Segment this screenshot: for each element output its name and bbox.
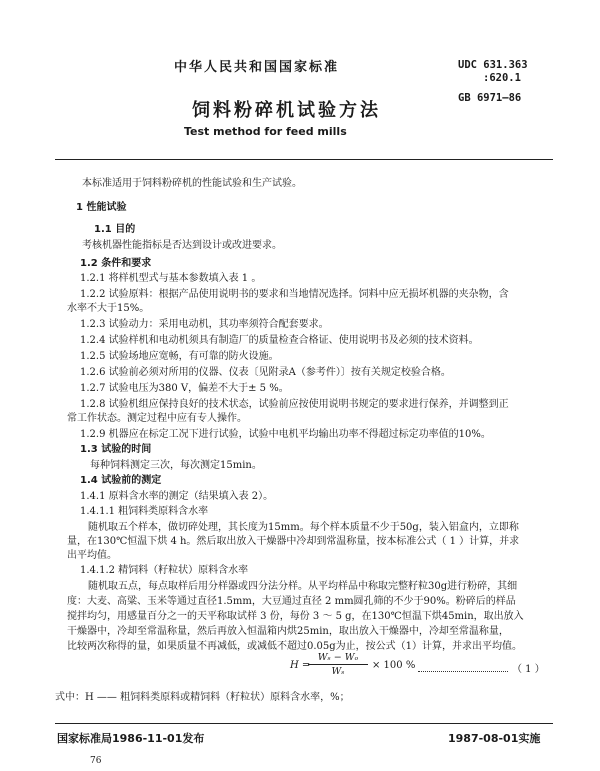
formula-numerator: Wₛ − Wₒ — [308, 652, 368, 665]
paragraph: 每种饲料测定三次，每次测定15min。 — [90, 460, 262, 471]
header-divider — [55, 159, 553, 160]
formula-lhs: H = — [290, 660, 311, 671]
paragraph: 随机取五点，每点取样后用分样器或四分法分样。从平均样品中称取完整籽粒30g进行粉碎，其细 — [88, 581, 518, 592]
formula-multiplier: × 100 % — [372, 660, 416, 671]
clause: 1.2.4 试验样机和电动机须具有制造厂的质量检查合格证、使用说明书及必须的技术资料。 — [80, 335, 479, 346]
paragraph-line: 干燥器中，冷却至常温称量，然后再放入恒温箱内烘25min，取出放入干燥器中，冷却至常温称量， — [67, 626, 509, 637]
clause: 1.2.2 试验原料：根据产品使用说明书的要求和当地情况选择。饲料中应无损坏机器的夹杂物，含 — [80, 289, 509, 300]
clause-heading: 1.4.1.1 粗饲料类原料含水率 — [80, 506, 209, 517]
subsection-heading: 1.3 试验的时间 — [80, 444, 152, 455]
clause: 1.2.3 试验动力：采用电动机，其功率须符合配套要求。 — [80, 319, 329, 330]
udc-code-sub: :620.1 — [483, 72, 521, 84]
paragraph-line: 量，在130℃恒温下烘 4 h。然后取出放入干燥器中冷却到常温称量，按本标准公式（ 1 ）计算，并求 — [67, 536, 520, 547]
formula-fraction — [308, 652, 368, 677]
clause-continued: 常工作状态。测定过程中应有专人操作。 — [67, 413, 247, 424]
subsection-heading: 1.4 试验前的测定 — [80, 475, 162, 486]
clause: 1.2.1 将样机型式与基本参数填入表 1 。 — [80, 273, 262, 284]
clause-continued: 水率不大于15%。 — [67, 303, 150, 314]
clause: 1.2.6 试验前必须对所用的仪器、仪表〔见附录A（参考件）〕按有关规定校验合格。 — [80, 367, 451, 378]
paragraph-line: 度：大麦、高粱、玉米等通过直径1.5mm，大豆通过直径 2 mm圆孔筛的不少于90%。粉碎后的样品 — [67, 596, 516, 607]
paragraph-line: 比较两次称得的量，如果质量不再减低，或减低不超过0.05g为止，按公式（1）计算，并求出平均值。 — [67, 641, 523, 652]
subsection-heading: 1.2 条件和要求 — [80, 258, 152, 269]
formula-where: 式中：H —— 粗饲料类原料或精饲料（籽粒状）原料含水率，%； — [55, 692, 350, 703]
standard-category: 中华人民共和国国家标准 — [174, 60, 340, 75]
formula-number: （ 1 ） — [512, 664, 545, 675]
gb-code: GB 6971—86 — [458, 92, 522, 104]
paragraph-line: 出平均值。 — [67, 550, 117, 561]
footer-divider — [55, 723, 553, 724]
clause: 1.4.1 原料含水率的测定（结果填入表 2）。 — [80, 491, 274, 502]
paragraph: 随机取五个样本，做切碎处理，其长度为15mm。每个样本质量不少于50g，装入铝盒内，立即称 — [88, 522, 519, 533]
page-title-english: Test method for feed mills — [184, 125, 347, 138]
clause: 1.2.5 试验场地应宽畅，有可靠的防火设施。 — [80, 351, 279, 362]
subsection-heading: 1.1 目的 — [94, 224, 136, 235]
formula-denominator: Wₛ — [331, 666, 345, 677]
section-heading: 1 性能试验 — [76, 202, 127, 213]
intro-text: 本标准适用于饲料粉碎机的性能试验和生产试验。 — [82, 178, 302, 189]
paragraph: 考核机器性能指标是否达到设计或改进要求。 — [82, 240, 282, 251]
page-title: 饲料粉碎机试验方法 — [192, 100, 381, 121]
clause: 1.2.7 试验电压为380 V，偏差不大于± 5 %。 — [80, 383, 289, 394]
paragraph-line: 搅拌均匀，用感量百分之一的天平称取试样 3 份，每份 3 ～ 5 g，在130℃恒温下烘45min，取出放入 — [67, 611, 524, 622]
issue-date: 国家标准局1986-11-01发布 — [57, 732, 205, 745]
udc-code: UDC 631.363 — [458, 59, 528, 71]
clause-heading: 1.4.1.2 精饲料（籽粒状）原料含水率 — [80, 565, 249, 576]
formula-leader-dots — [418, 671, 508, 672]
clause: 1.2.9 机器应在标定工况下进行试验，试验中电机平均输出功率不得超过标定功率值的10%。 — [80, 429, 491, 440]
page-number: 76 — [90, 756, 102, 766]
effective-date: 1987-08-01实施 — [448, 732, 541, 745]
clause: 1.2.8 试验机组应保持良好的技术状态，试验前应按使用说明书规定的要求进行保养，并调整到正 — [80, 399, 509, 410]
